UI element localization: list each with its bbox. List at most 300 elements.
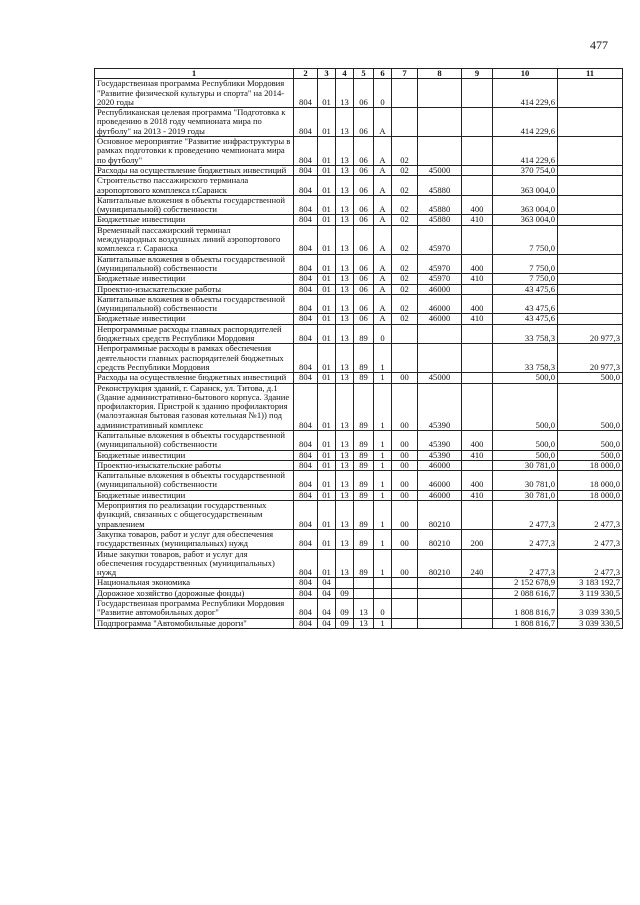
table-row (95, 195, 623, 215)
cell-col-4: 13 (336, 294, 354, 314)
cell-col-7: 00 (392, 450, 418, 460)
cell-col-2: 804 (294, 460, 318, 470)
cell-col-4: 13 (336, 430, 354, 450)
cell-col-8: 45390 (418, 383, 462, 430)
cell-col-6: А (374, 254, 392, 274)
cell-col-7 (392, 588, 418, 598)
cell-col-2: 804 (294, 165, 318, 175)
cell-col-5: 89 (354, 430, 374, 450)
cell-col-3: 01 (318, 274, 336, 284)
cell-col-6: А (374, 195, 392, 215)
cell-col-6: 1 (374, 618, 392, 628)
cell-col-8 (418, 137, 462, 166)
cell-col-2: 804 (294, 383, 318, 430)
cell-col-9: 410 (462, 274, 493, 284)
cell-col-9 (462, 79, 493, 108)
row-name-cell: Строительство пассажирского терминала аэропортового комплекса г.Саранск (95, 176, 294, 196)
cell-col-4: 09 (336, 618, 354, 628)
cell-col-7: 00 (392, 490, 418, 500)
row-name-cell: Непрограммные расходы главных распорядителей бюджетных средств Республики Мордовия (95, 324, 294, 344)
cell-col-6: А (374, 176, 392, 196)
cell-col-5: 06 (354, 284, 374, 294)
cell-col-7: 02 (392, 274, 418, 284)
row-name-cell: Государственная программа Республики Мордовия "Развитие автомобильных дорог" (95, 599, 294, 619)
table-row (95, 284, 623, 294)
cell-col-5: 06 (354, 314, 374, 324)
cell-col-3: 01 (318, 294, 336, 314)
row-name-cell: Бюджетные инвестиции (95, 274, 294, 284)
cell-col-10: 2 088 616,7 (493, 588, 558, 598)
cell-col-11: 2 477,3 (558, 529, 623, 549)
table-row (95, 225, 623, 254)
cell-col-2: 804 (294, 588, 318, 598)
cell-col-6: 1 (374, 529, 392, 549)
row-name-cell: Капитальные вложения в объекты государственной (муниципальной) собственности (95, 195, 294, 215)
cell-col-3: 01 (318, 137, 336, 166)
cell-col-8: 45970 (418, 225, 462, 254)
table-body (95, 79, 623, 629)
cell-col-2: 804 (294, 215, 318, 225)
table-row (95, 490, 623, 500)
cell-col-4: 13 (336, 274, 354, 284)
cell-col-10: 414 229,6 (493, 137, 558, 166)
cell-col-8: 46000 (418, 490, 462, 500)
cell-col-6 (374, 578, 392, 588)
cell-col-6: 1 (374, 460, 392, 470)
cell-col-8: 45880 (418, 215, 462, 225)
cell-col-4: 13 (336, 450, 354, 460)
cell-col-6: А (374, 225, 392, 254)
cell-col-2: 804 (294, 195, 318, 215)
cell-col-3: 01 (318, 344, 336, 373)
row-name-cell: Бюджетные инвестиции (95, 450, 294, 460)
cell-col-11: 3 039 330,5 (558, 599, 623, 619)
cell-col-8: 45880 (418, 176, 462, 196)
cell-col-3: 01 (318, 254, 336, 274)
cell-col-2: 804 (294, 225, 318, 254)
cell-col-5: 13 (354, 618, 374, 628)
cell-col-5: 89 (354, 344, 374, 373)
cell-col-10: 33 758,3 (493, 324, 558, 344)
cell-col-11 (558, 274, 623, 284)
cell-col-11: 500,0 (558, 373, 623, 383)
cell-col-5: 89 (354, 501, 374, 530)
cell-col-9 (462, 460, 493, 470)
cell-col-4: 13 (336, 471, 354, 491)
cell-col-7 (392, 578, 418, 588)
row-name-cell: Основное мероприятие "Развитие инфраструктуры в рамках подготовки к проведению чемпионата мира по футболу" (95, 137, 294, 166)
cell-col-10: 7 750,0 (493, 274, 558, 284)
row-name-cell: Капитальные вложения в объекты государственной (муниципальной) собственности (95, 430, 294, 450)
table-row (95, 294, 623, 314)
cell-col-3: 01 (318, 529, 336, 549)
cell-col-8: 46000 (418, 284, 462, 294)
cell-col-3: 01 (318, 225, 336, 254)
table-row (95, 383, 623, 430)
cell-col-6: А (374, 294, 392, 314)
column-header: 8 (418, 69, 462, 79)
cell-col-4: 13 (336, 284, 354, 294)
cell-col-6: 1 (374, 471, 392, 491)
cell-col-6: 1 (374, 501, 392, 530)
cell-col-5: 89 (354, 460, 374, 470)
cell-col-4: 13 (336, 314, 354, 324)
cell-col-11: 3 039 330,5 (558, 618, 623, 628)
cell-col-4: 13 (336, 529, 354, 549)
cell-col-8: 80210 (418, 549, 462, 578)
cell-col-4: 13 (336, 176, 354, 196)
table-row (95, 314, 623, 324)
cell-col-9: 400 (462, 195, 493, 215)
cell-col-3: 01 (318, 450, 336, 460)
cell-col-10: 30 781,0 (493, 490, 558, 500)
cell-col-6: А (374, 274, 392, 284)
table-row (95, 137, 623, 166)
cell-col-8: 46000 (418, 294, 462, 314)
cell-col-8: 46000 (418, 314, 462, 324)
cell-col-10: 500,0 (493, 383, 558, 430)
cell-col-5: 89 (354, 471, 374, 491)
cell-col-11 (558, 137, 623, 166)
cell-col-3: 01 (318, 430, 336, 450)
cell-col-9 (462, 383, 493, 430)
cell-col-3: 01 (318, 383, 336, 430)
cell-col-5: 06 (354, 176, 374, 196)
table-row (95, 165, 623, 175)
cell-col-5: 06 (354, 254, 374, 274)
cell-col-9: 240 (462, 549, 493, 578)
row-name-cell: Временный пассажирский терминал международных воздушных линий аэропортового комплекса г. Саранска (95, 225, 294, 254)
cell-col-10: 370 754,0 (493, 165, 558, 175)
table-row (95, 373, 623, 383)
column-header: 1 (95, 69, 294, 79)
cell-col-5: 89 (354, 373, 374, 383)
cell-col-11 (558, 165, 623, 175)
cell-col-7: 00 (392, 430, 418, 450)
cell-col-5: 06 (354, 195, 374, 215)
row-name-cell: Бюджетные инвестиции (95, 215, 294, 225)
table-row (95, 344, 623, 373)
cell-col-9 (462, 176, 493, 196)
cell-col-2: 804 (294, 490, 318, 500)
cell-col-9 (462, 165, 493, 175)
cell-col-6: 0 (374, 599, 392, 619)
cell-col-11: 18 000,0 (558, 460, 623, 470)
cell-col-11 (558, 254, 623, 274)
row-name-cell: Дорожное хозяйство (дорожные фонды) (95, 588, 294, 598)
cell-col-7: 00 (392, 460, 418, 470)
cell-col-7 (392, 618, 418, 628)
cell-col-4: 13 (336, 137, 354, 166)
cell-col-9: 400 (462, 294, 493, 314)
cell-col-4: 13 (336, 79, 354, 108)
table-row (95, 599, 623, 619)
cell-col-3: 01 (318, 176, 336, 196)
cell-col-5: 06 (354, 294, 374, 314)
cell-col-2: 804 (294, 274, 318, 284)
row-name-cell: Реконструкция зданий, г. Саранск, ул. Титова, д.1 (Здание административно-бытового корпуса. Здание профилактория. Пристрой к зданию профилактория (малоэтажная бытовая газовая котельная №1)) под административный комплекс (95, 383, 294, 430)
row-name-cell: Мероприятия по реализации государственных функций, связанных с общегосударственным управлением (95, 501, 294, 530)
cell-col-10: 43 475,6 (493, 294, 558, 314)
table-row (95, 460, 623, 470)
cell-col-7: 02 (392, 137, 418, 166)
cell-col-5: 89 (354, 549, 374, 578)
cell-col-9: 410 (462, 314, 493, 324)
cell-col-2: 804 (294, 108, 318, 137)
cell-col-9: 400 (462, 254, 493, 274)
cell-col-2: 804 (294, 501, 318, 530)
cell-col-8: 45390 (418, 450, 462, 460)
cell-col-9 (462, 324, 493, 344)
cell-col-7 (392, 324, 418, 344)
column-header: 10 (493, 69, 558, 79)
row-name-cell: Подпрограмма "Автомобильные дороги" (95, 618, 294, 628)
cell-col-7: 00 (392, 549, 418, 578)
cell-col-4: 13 (336, 501, 354, 530)
column-header: 4 (336, 69, 354, 79)
cell-col-2: 804 (294, 618, 318, 628)
cell-col-6: А (374, 314, 392, 324)
cell-col-7 (392, 108, 418, 137)
cell-col-4: 13 (336, 324, 354, 344)
cell-col-4 (336, 578, 354, 588)
cell-col-4: 13 (336, 373, 354, 383)
cell-col-6: 1 (374, 450, 392, 460)
cell-col-10: 414 229,6 (493, 79, 558, 108)
table-row (95, 274, 623, 284)
cell-col-11: 20 977,3 (558, 344, 623, 373)
row-name-cell: Иные закупки товаров, работ и услуг для обеспечения государственных (муниципальных) нужд (95, 549, 294, 578)
row-name-cell: Бюджетные инвестиции (95, 490, 294, 500)
cell-col-6: 1 (374, 430, 392, 450)
cell-col-4: 13 (336, 383, 354, 430)
cell-col-11: 18 000,0 (558, 490, 623, 500)
cell-col-6: А (374, 215, 392, 225)
cell-col-2: 804 (294, 578, 318, 588)
row-name-cell: Расходы на осуществление бюджетных инвестиций (95, 165, 294, 175)
cell-col-8: 45000 (418, 165, 462, 175)
row-name-cell: Проектно-изыскательские работы (95, 460, 294, 470)
cell-col-3: 01 (318, 314, 336, 324)
cell-col-6: 1 (374, 344, 392, 373)
cell-col-9 (462, 501, 493, 530)
cell-col-8: 45970 (418, 274, 462, 284)
cell-col-9 (462, 618, 493, 628)
cell-col-6: А (374, 108, 392, 137)
cell-col-3: 01 (318, 79, 336, 108)
budget-table (94, 68, 623, 629)
cell-col-5: 06 (354, 215, 374, 225)
cell-col-3: 01 (318, 373, 336, 383)
cell-col-2: 804 (294, 137, 318, 166)
table-row (95, 588, 623, 598)
cell-col-9 (462, 344, 493, 373)
cell-col-9: 400 (462, 430, 493, 450)
cell-col-11: 3 119 330,5 (558, 588, 623, 598)
cell-col-11 (558, 284, 623, 294)
cell-col-9: 200 (462, 529, 493, 549)
cell-col-7 (392, 79, 418, 108)
cell-col-10: 33 758,3 (493, 344, 558, 373)
cell-col-4: 13 (336, 165, 354, 175)
cell-col-9 (462, 137, 493, 166)
cell-col-10: 414 229,6 (493, 108, 558, 137)
cell-col-4: 13 (336, 225, 354, 254)
cell-col-11 (558, 108, 623, 137)
cell-col-4: 13 (336, 460, 354, 470)
cell-col-5: 89 (354, 324, 374, 344)
cell-col-7: 02 (392, 225, 418, 254)
cell-col-3: 04 (318, 599, 336, 619)
cell-col-9: 410 (462, 450, 493, 460)
cell-col-7: 00 (392, 373, 418, 383)
column-header: 7 (392, 69, 418, 79)
table-header-row (95, 69, 623, 79)
cell-col-10: 30 781,0 (493, 460, 558, 470)
cell-col-10: 43 475,6 (493, 284, 558, 294)
cell-col-8: 45880 (418, 195, 462, 215)
cell-col-4: 13 (336, 195, 354, 215)
cell-col-7: 02 (392, 254, 418, 274)
cell-col-5: 89 (354, 450, 374, 460)
cell-col-8: 45390 (418, 430, 462, 450)
column-header: 3 (318, 69, 336, 79)
cell-col-2: 804 (294, 529, 318, 549)
table-row (95, 324, 623, 344)
cell-col-6: А (374, 284, 392, 294)
cell-col-2: 804 (294, 294, 318, 314)
cell-col-5: 06 (354, 79, 374, 108)
cell-col-3: 04 (318, 578, 336, 588)
cell-col-7: 02 (392, 215, 418, 225)
cell-col-3: 01 (318, 195, 336, 215)
table-row (95, 549, 623, 578)
cell-col-11: 2 477,3 (558, 501, 623, 530)
cell-col-7 (392, 344, 418, 373)
cell-col-7: 02 (392, 294, 418, 314)
cell-col-7 (392, 599, 418, 619)
cell-col-11 (558, 225, 623, 254)
cell-col-4: 13 (336, 549, 354, 578)
cell-col-11 (558, 195, 623, 215)
cell-col-10: 500,0 (493, 450, 558, 460)
cell-col-10: 2 477,3 (493, 529, 558, 549)
cell-col-11 (558, 314, 623, 324)
row-name-cell: Национальная экономика (95, 578, 294, 588)
cell-col-5: 89 (354, 490, 374, 500)
table-row (95, 501, 623, 530)
cell-col-8 (418, 578, 462, 588)
row-name-cell: Республиканская целевая программа "Подготовка к проведению в 2018 году чемпионата мира по футболу" на 2013 - 2019 годы (95, 108, 294, 137)
row-name-cell: Расходы на осуществление бюджетных инвестиций (95, 373, 294, 383)
cell-col-8: 45000 (418, 373, 462, 383)
column-header: 11 (558, 69, 623, 79)
cell-col-3: 01 (318, 471, 336, 491)
cell-col-3: 04 (318, 588, 336, 598)
table-row (95, 254, 623, 274)
cell-col-11: 18 000,0 (558, 471, 623, 491)
cell-col-8 (418, 344, 462, 373)
row-name-cell: Капитальные вложения в объекты государственной (муниципальной) собственности (95, 294, 294, 314)
cell-col-10: 2 477,3 (493, 501, 558, 530)
cell-col-7: 02 (392, 165, 418, 175)
cell-col-2: 804 (294, 549, 318, 578)
table-row (95, 471, 623, 491)
cell-col-9 (462, 599, 493, 619)
cell-col-2: 804 (294, 324, 318, 344)
cell-col-9 (462, 578, 493, 588)
row-name-cell: Государственная программа Республики Мордовия "Развитие физической культуры и спорта" на 2014-2020 годы (95, 79, 294, 108)
cell-col-9: 410 (462, 490, 493, 500)
cell-col-5: 06 (354, 225, 374, 254)
cell-col-8 (418, 79, 462, 108)
cell-col-5: 06 (354, 165, 374, 175)
cell-col-5: 13 (354, 599, 374, 619)
page-number: 477 (590, 38, 608, 52)
cell-col-3: 01 (318, 108, 336, 137)
cell-col-7: 00 (392, 529, 418, 549)
cell-col-3: 01 (318, 165, 336, 175)
cell-col-4: 09 (336, 599, 354, 619)
cell-col-10: 363 004,0 (493, 176, 558, 196)
table-row (95, 108, 623, 137)
cell-col-3: 01 (318, 460, 336, 470)
cell-col-10: 363 004,0 (493, 215, 558, 225)
cell-col-4: 13 (336, 490, 354, 500)
row-name-cell: Проектно-изыскательские работы (95, 284, 294, 294)
cell-col-6: А (374, 137, 392, 166)
cell-col-3: 01 (318, 284, 336, 294)
cell-col-8: 46000 (418, 471, 462, 491)
cell-col-2: 804 (294, 79, 318, 108)
cell-col-2: 804 (294, 254, 318, 274)
cell-col-6: 0 (374, 324, 392, 344)
cell-col-4: 09 (336, 588, 354, 598)
cell-col-11 (558, 215, 623, 225)
cell-col-7: 02 (392, 284, 418, 294)
row-name-cell: Непрограммные расходы в рамках обеспечения деятельности главных распорядителей бюджетных средств Республики Мордовия (95, 344, 294, 373)
cell-col-10: 363 004,0 (493, 195, 558, 215)
cell-col-4: 13 (336, 254, 354, 274)
table-row (95, 450, 623, 460)
cell-col-5 (354, 588, 374, 598)
row-name-cell: Капитальные вложения в объекты государственной (муниципальной) собственности (95, 471, 294, 491)
row-name-cell: Капитальные вложения в объекты государственной (муниципальной) собственности (95, 254, 294, 274)
cell-col-9 (462, 373, 493, 383)
cell-col-6: 1 (374, 383, 392, 430)
cell-col-3: 01 (318, 490, 336, 500)
cell-col-11: 3 183 192,7 (558, 578, 623, 588)
cell-col-9 (462, 225, 493, 254)
cell-col-10: 7 750,0 (493, 254, 558, 274)
cell-col-10: 30 781,0 (493, 471, 558, 491)
cell-col-8: 80210 (418, 501, 462, 530)
cell-col-11: 20 977,3 (558, 324, 623, 344)
cell-col-11: 500,0 (558, 430, 623, 450)
cell-col-3: 01 (318, 549, 336, 578)
cell-col-3: 01 (318, 324, 336, 344)
cell-col-5: 89 (354, 383, 374, 430)
cell-col-6: 1 (374, 490, 392, 500)
cell-col-5 (354, 578, 374, 588)
cell-col-2: 804 (294, 176, 318, 196)
cell-col-3: 01 (318, 501, 336, 530)
cell-col-9: 400 (462, 471, 493, 491)
cell-col-2: 804 (294, 450, 318, 460)
cell-col-7: 02 (392, 314, 418, 324)
cell-col-8 (418, 324, 462, 344)
cell-col-9 (462, 284, 493, 294)
